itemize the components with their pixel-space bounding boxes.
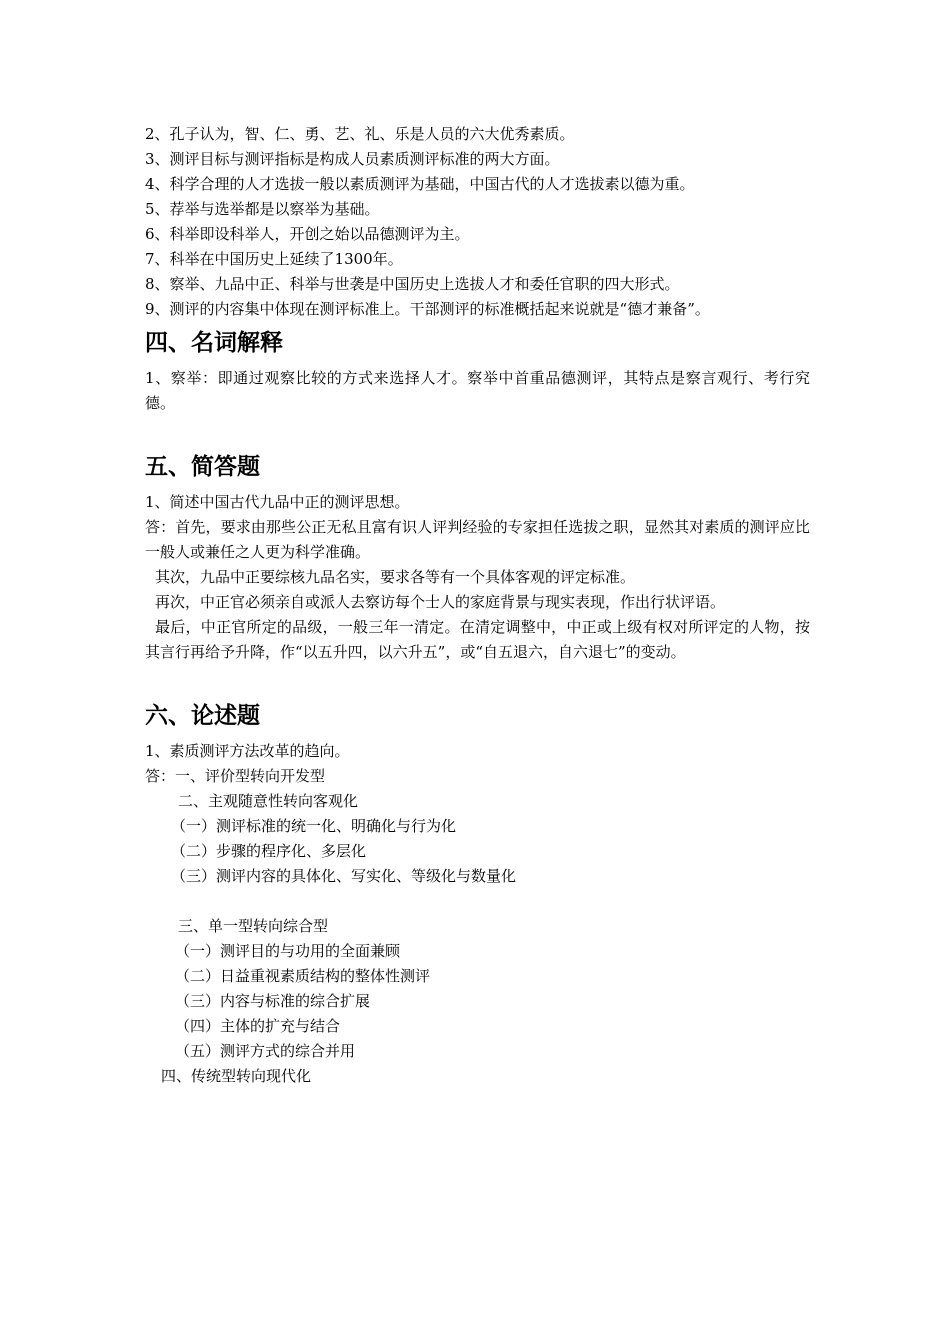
- essay-answer-point: 四、传统型转向现代化: [161, 1067, 312, 1085]
- essay-sub-point: （三）测评内容的具体化、写实化、等级化与数量化: [171, 867, 517, 885]
- short-answer-paragraph: 其次，九品中正要综核九品名实，要求各等有一个具体客观的评定标准。: [155, 568, 636, 586]
- section-heading-essay: 六、论述题: [145, 703, 260, 729]
- short-answer-paragraph: 再次，中正官必须亲自或派人去察访每个士人的家庭背景与现实表现，作出行状评语。: [155, 593, 726, 611]
- judgment-item: 9、测评的内容集中体现在测评标准上。干部测评的标准概括起来说就是“德才兼备”。: [145, 300, 710, 318]
- term-definition: 1、察举：即通过观察比较的方式来选择人才。察举中首重品德测评，其特点是察言观行、考行究德。: [145, 369, 810, 412]
- short-answer-paragraph: 最后，中正官所定的品级，一般三年一清定。在清定调整中，中正或上级有权对所评定的人物，按其言行再给予升降，作“以五升四，以六升五”，或“自五退六，自六退七”的变动。: [145, 618, 810, 661]
- section-heading-terms: 四、名词解释: [145, 330, 283, 356]
- essay-sub-point: （二）步骤的程序化、多层化: [171, 842, 367, 860]
- blank-line: [145, 889, 810, 914]
- essay-sub-point: （一）测评目的与功用的全面兼顾: [175, 942, 401, 960]
- judgment-list: [145, 122, 810, 322]
- judgment-item: 5、荐举与选举都是以察举为基础。: [145, 200, 380, 218]
- short-answer-question: 1、简述中国古代九品中正的测评思想。: [145, 493, 410, 511]
- essay-question: 1、素质测评方法改革的趋向。: [145, 742, 350, 760]
- judgment-item: 3、测评目标与测评指标是构成人员素质测评标准的两大方面。: [145, 150, 560, 168]
- document-page: [145, 122, 810, 1089]
- essay-sub-point: （二）日益重视素质结构的整体性测评: [175, 967, 431, 985]
- judgment-item: 2、孔子认为，智、仁、勇、艺、礼、乐是人员的六大优秀素质。: [145, 125, 575, 143]
- section-heading-short-answer: 五、简答题: [145, 454, 260, 480]
- essay-sub-point: （五）测评方式的综合并用: [175, 1042, 356, 1060]
- essay-sub-point: （一）测评标准的统一化、明确化与行为化: [171, 817, 457, 835]
- judgment-item: 8、察举、九品中正、科举与世袭是中国历史上选拔人才和委任官职的四大形式。: [145, 275, 680, 293]
- judgment-item: 6、科举即设科举人，开创之始以品德测评为主。: [145, 225, 470, 243]
- essay-answer-point: 二、主观随意性转向客观化: [178, 792, 359, 810]
- essay-sub-point: （四）主体的扩充与结合: [175, 1017, 341, 1035]
- judgment-item: 7、科举在中国历史上延续了1300年。: [145, 250, 403, 268]
- short-answer-paragraph: 答：首先，要求由那些公正无私且富有识人评判经验的专家担任选拔之职，显然其对素质的测评应比一般人或兼任之人更为科学准确。: [145, 518, 810, 561]
- essay-answer-point: 三、单一型转向综合型: [178, 917, 329, 935]
- essay-answer-point: 答：一、评价型转向开发型: [145, 767, 326, 785]
- judgment-item: 4、科学合理的人才选拔一般以素质测评为基础，中国古代的人才选拔素以德为重。: [145, 175, 695, 193]
- essay-sub-point: （三）内容与标准的综合扩展: [175, 992, 371, 1010]
